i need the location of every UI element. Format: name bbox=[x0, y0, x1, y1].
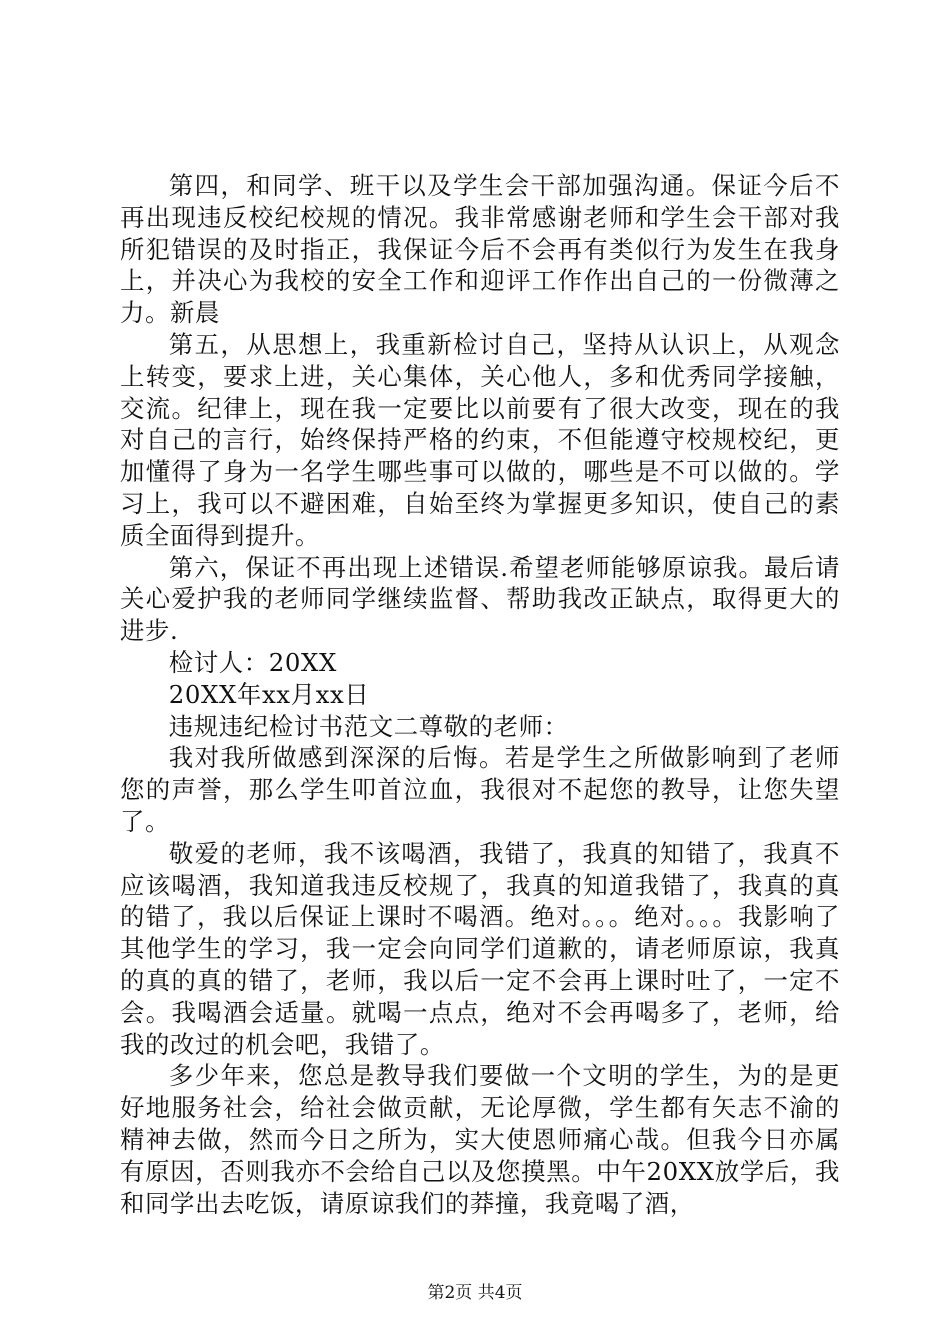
paragraph-5th-point: 第五，从思想上，我重新检讨自己，坚持从认识上，从观念上转变，要求上进，关心集体，关心他人，多和优秀同学接触，交流。纪律上，现在我一定要比以前要有了很大改变，现在的我对自己的言行，始终保持严格的约束，不但能遵守校规校纪，更加懂得了身为一名学生哪些事可以做的，哪些是不可以做的。学习上，我可以不避困难，自始至终为掌握更多知识，使自己的素质全面得到提升。 bbox=[120, 329, 840, 550]
paragraph-reason: 多少年来，您总是教导我们要做一个文明的学生，为的是更好地服务社会，给社会做贡献，无论厚微，学生都有矢志不渝的精神去做，然而今日之所为，实大使恩师痛心哉。但我今日亦属有原因，否则我亦不会给自己以及您摸黑。中午20XX放学后，我和同学出去吃饭，请原谅我们的莽撞，我竟喝了酒， bbox=[120, 1061, 840, 1218]
document-body bbox=[120, 170, 840, 1219]
page-number-footer: 第2页 共4页 bbox=[427, 1283, 523, 1303]
date-line: 20XX年xx月xx日 bbox=[168, 679, 370, 709]
paragraph-4th-point: 第四，和同学、班干以及学生会干部加强沟通。保证今后不再出现违反校纪校规的情况。我非常感谢老师和学生会干部对我所犯错误的及时指正，我保证今后不会再有类似行为发生在我身上，并决心为我校的安全工作和迎评工作作出自己的一份微薄之力。新晨 bbox=[120, 171, 840, 328]
paragraph-6th-point: 第六，保证不再出现上述错误.希望老师能够原谅我。最后请关心爱护我的老师同学继续监督、帮助我改正缺点，取得更大的进步. bbox=[120, 552, 840, 646]
sample-two-heading: 违规违纪检讨书范文二尊敬的老师： bbox=[168, 711, 569, 741]
paragraph-regret: 我对我所做感到深深的后悔。若是学生之所做影响到了老师您的声誉，那么学生叩首泣血，我很对不起您的教导，让您失望了。 bbox=[120, 743, 840, 836]
signature-line: 检讨人：20XX bbox=[168, 647, 337, 677]
paragraph-apology: 敬爱的老师，我不该喝酒，我错了，我真的知错了，我真不应该喝酒，我知道我违反校规了，我真的知道我错了，我真的真的错了，我以后保证上课时不喝酒。绝对。。。绝对。。。我影响了其他学生的学习，我一定会向同学们道歉的，请老师原谅，我真的真的真的错了，老师，我以后一定不会再上课时吐了，一定不会。我喝酒会适量。就喝一点点，绝对不会再喝多了，老师，给我的改过的机会吧，我错了。 bbox=[120, 838, 840, 1059]
